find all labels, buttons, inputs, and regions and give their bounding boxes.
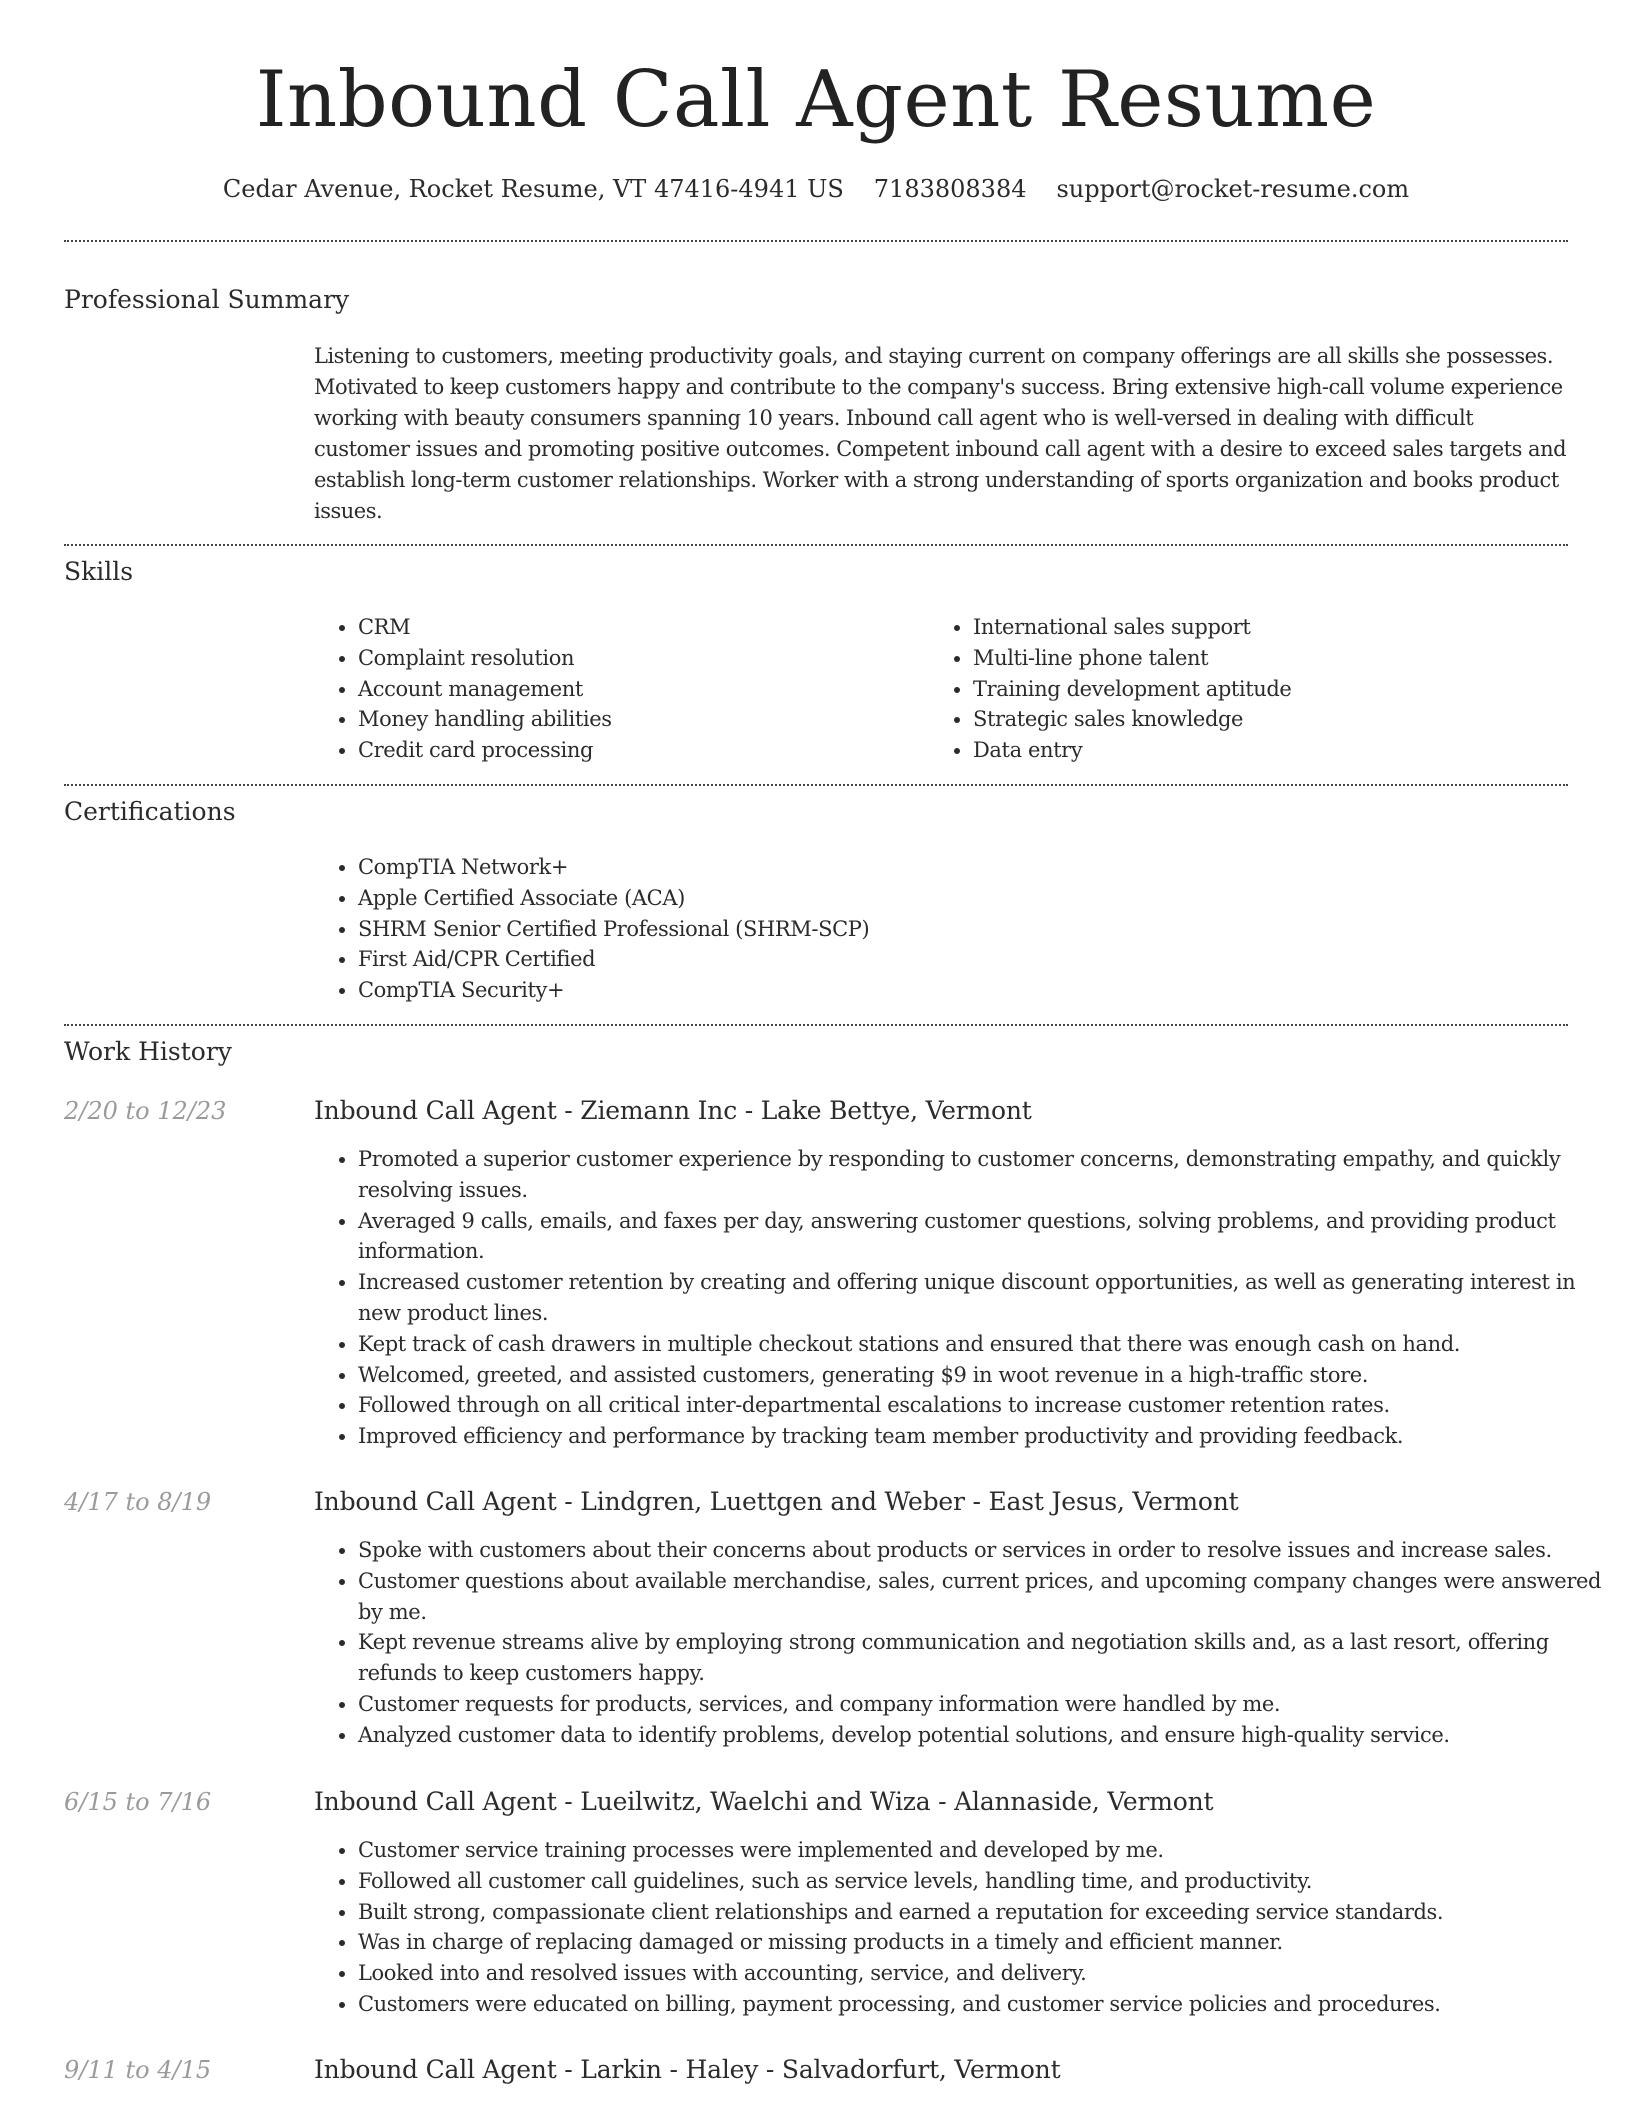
contact-line	[0, 172, 1632, 206]
skill-item: • Money handling abilities	[358, 704, 918, 735]
skills-heading: Skills	[64, 557, 134, 586]
contact-address: Cedar Avenue, Rocket Resume, VT 47416-4941 US	[222, 175, 844, 203]
skill-item: • Strategic sales knowledge	[973, 704, 1573, 735]
summary-text: Listening to customers, meeting productivity goals, and staying current on company offerings are all skills she possesses. Motivated to keep customers happy and contribute to the company's success. Bring extensive high-call volume experience working with beauty consumers spanning 10 years. Inbound call agent who is well-versed in dealing with difficult customer issues and promoting positive outcomes. Competent inbound call agent with a desire to exceed sales targets and establish long-term customer relationships. Worker with a strong understanding of sports organization and books product issues.	[314, 344, 1567, 523]
skill-item: • Account management	[358, 674, 918, 705]
skills-list-left	[314, 612, 918, 766]
work-history-heading: Work History	[64, 1037, 232, 1066]
job-bullet: • Spoke with customers about their concerns about products or services in order to resolve issues and increase sales.	[358, 1535, 1612, 1566]
job-bullet: • Customer service training processes were implemented and developed by me.	[358, 1835, 1612, 1866]
job-date: 4/17 to 8/19	[64, 1488, 212, 1516]
job-title: Inbound Call Agent - Larkin - Haley - Salvadorfurt, Vermont	[314, 2055, 1061, 2084]
job-bullet: • Customers were educated on billing, payment processing, and customer service policies and procedures.	[358, 1989, 1612, 2020]
certification-item: • SHRM Senior Certified Professional (SHRM-SCP)	[358, 914, 1558, 945]
job-bullet: • Promoted a superior customer experience by responding to customer concerns, demonstrating empathy, and quickly resolving issues.	[358, 1144, 1612, 1206]
job-bullet: • Customer questions about available merchandise, sales, current prices, and upcoming company changes were answered by me.	[358, 1566, 1612, 1628]
section-divider	[64, 544, 1568, 546]
certifications-list	[314, 852, 1558, 1006]
job-bullet: • Followed all customer call guidelines, such as service levels, handling time, and productivity.	[358, 1866, 1612, 1897]
certifications-heading: Certifications	[64, 797, 236, 826]
skills-list-right	[929, 612, 1573, 766]
skill-item: • International sales support	[973, 612, 1573, 643]
job-bullet: • Welcomed, greeted, and assisted customers, generating $9 in woot revenue in a high-traffic store.	[358, 1360, 1612, 1391]
job-bullet: • Kept track of cash drawers in multiple checkout stations and ensured that there was enough cash on hand.	[358, 1329, 1612, 1360]
job-bullet: • Analyzed customer data to identify problems, develop potential solutions, and ensure high-quality service.	[358, 1720, 1612, 1751]
section-divider	[64, 240, 1568, 242]
job-bullet: • Looked into and resolved issues with accounting, service, and delivery.	[358, 1958, 1612, 1989]
job-bullet: • Improved efficiency and performance by tracking team member productivity and providing feedback.	[358, 1421, 1612, 1452]
resume-title: Inbound Call Agent Resume	[255, 55, 1377, 145]
certification-item: • First Aid/CPR Certified	[358, 944, 1558, 975]
job-title: Inbound Call Agent - Ziemann Inc - Lake Bettye, Vermont	[314, 1096, 1032, 1125]
certification-item: • CompTIA Network+	[358, 852, 1558, 883]
job-bullets	[314, 1144, 1612, 1452]
skill-item: • Data entry	[973, 735, 1573, 766]
job-title: Inbound Call Agent - Lueilwitz, Waelchi and Wiza - Alannaside, Vermont	[314, 1787, 1214, 1816]
contact-email[interactable]: support@rocket-resume.com	[1056, 175, 1410, 203]
job-date: 6/15 to 7/16	[64, 1788, 212, 1816]
job-bullet: • Averaged 9 calls, emails, and faxes per day, answering customer questions, solving problems, and providing product information.	[358, 1206, 1612, 1268]
job-bullet: • Customer requests for products, services, and company information were handled by me.	[358, 1689, 1612, 1720]
skill-item: • Training development aptitude	[973, 674, 1573, 705]
job-date: 2/20 to 12/23	[64, 1097, 227, 1125]
job-bullets	[314, 1535, 1612, 1751]
job-bullet: • Followed through on all critical inter-departmental escalations to increase customer retention rates.	[358, 1390, 1612, 1421]
contact-phone: 7183808384	[873, 175, 1027, 203]
job-bullet: • Was in charge of replacing damaged or missing products in a timely and efficient manner.	[358, 1927, 1612, 1958]
skill-item: • Complaint resolution	[358, 643, 918, 674]
section-divider	[64, 784, 1568, 786]
job-title: Inbound Call Agent - Lindgren, Luettgen and Weber - East Jesus, Vermont	[314, 1487, 1239, 1516]
certification-item: • CompTIA Security+	[358, 975, 1558, 1006]
summary-heading: Professional Summary	[64, 285, 350, 314]
skill-item: • CRM	[358, 612, 918, 643]
job-date: 9/11 to 4/15	[64, 2056, 212, 2084]
job-bullet: • Built strong, compassionate client relationships and earned a reputation for exceeding service standards.	[358, 1897, 1612, 1928]
job-bullet: • Kept revenue streams alive by employing strong communication and negotiation skills and, as a last resort, offering refunds to keep customers happy.	[358, 1627, 1612, 1689]
job-bullets	[314, 1835, 1612, 2020]
skill-item: • Multi-line phone talent	[973, 643, 1573, 674]
certification-item: • Apple Certified Associate (ACA)	[358, 883, 1558, 914]
skill-item: • Credit card processing	[358, 735, 918, 766]
job-bullet: • Increased customer retention by creating and offering unique discount opportunities, as well as generating interest in new product lines.	[358, 1267, 1612, 1329]
section-divider	[64, 1024, 1568, 1026]
